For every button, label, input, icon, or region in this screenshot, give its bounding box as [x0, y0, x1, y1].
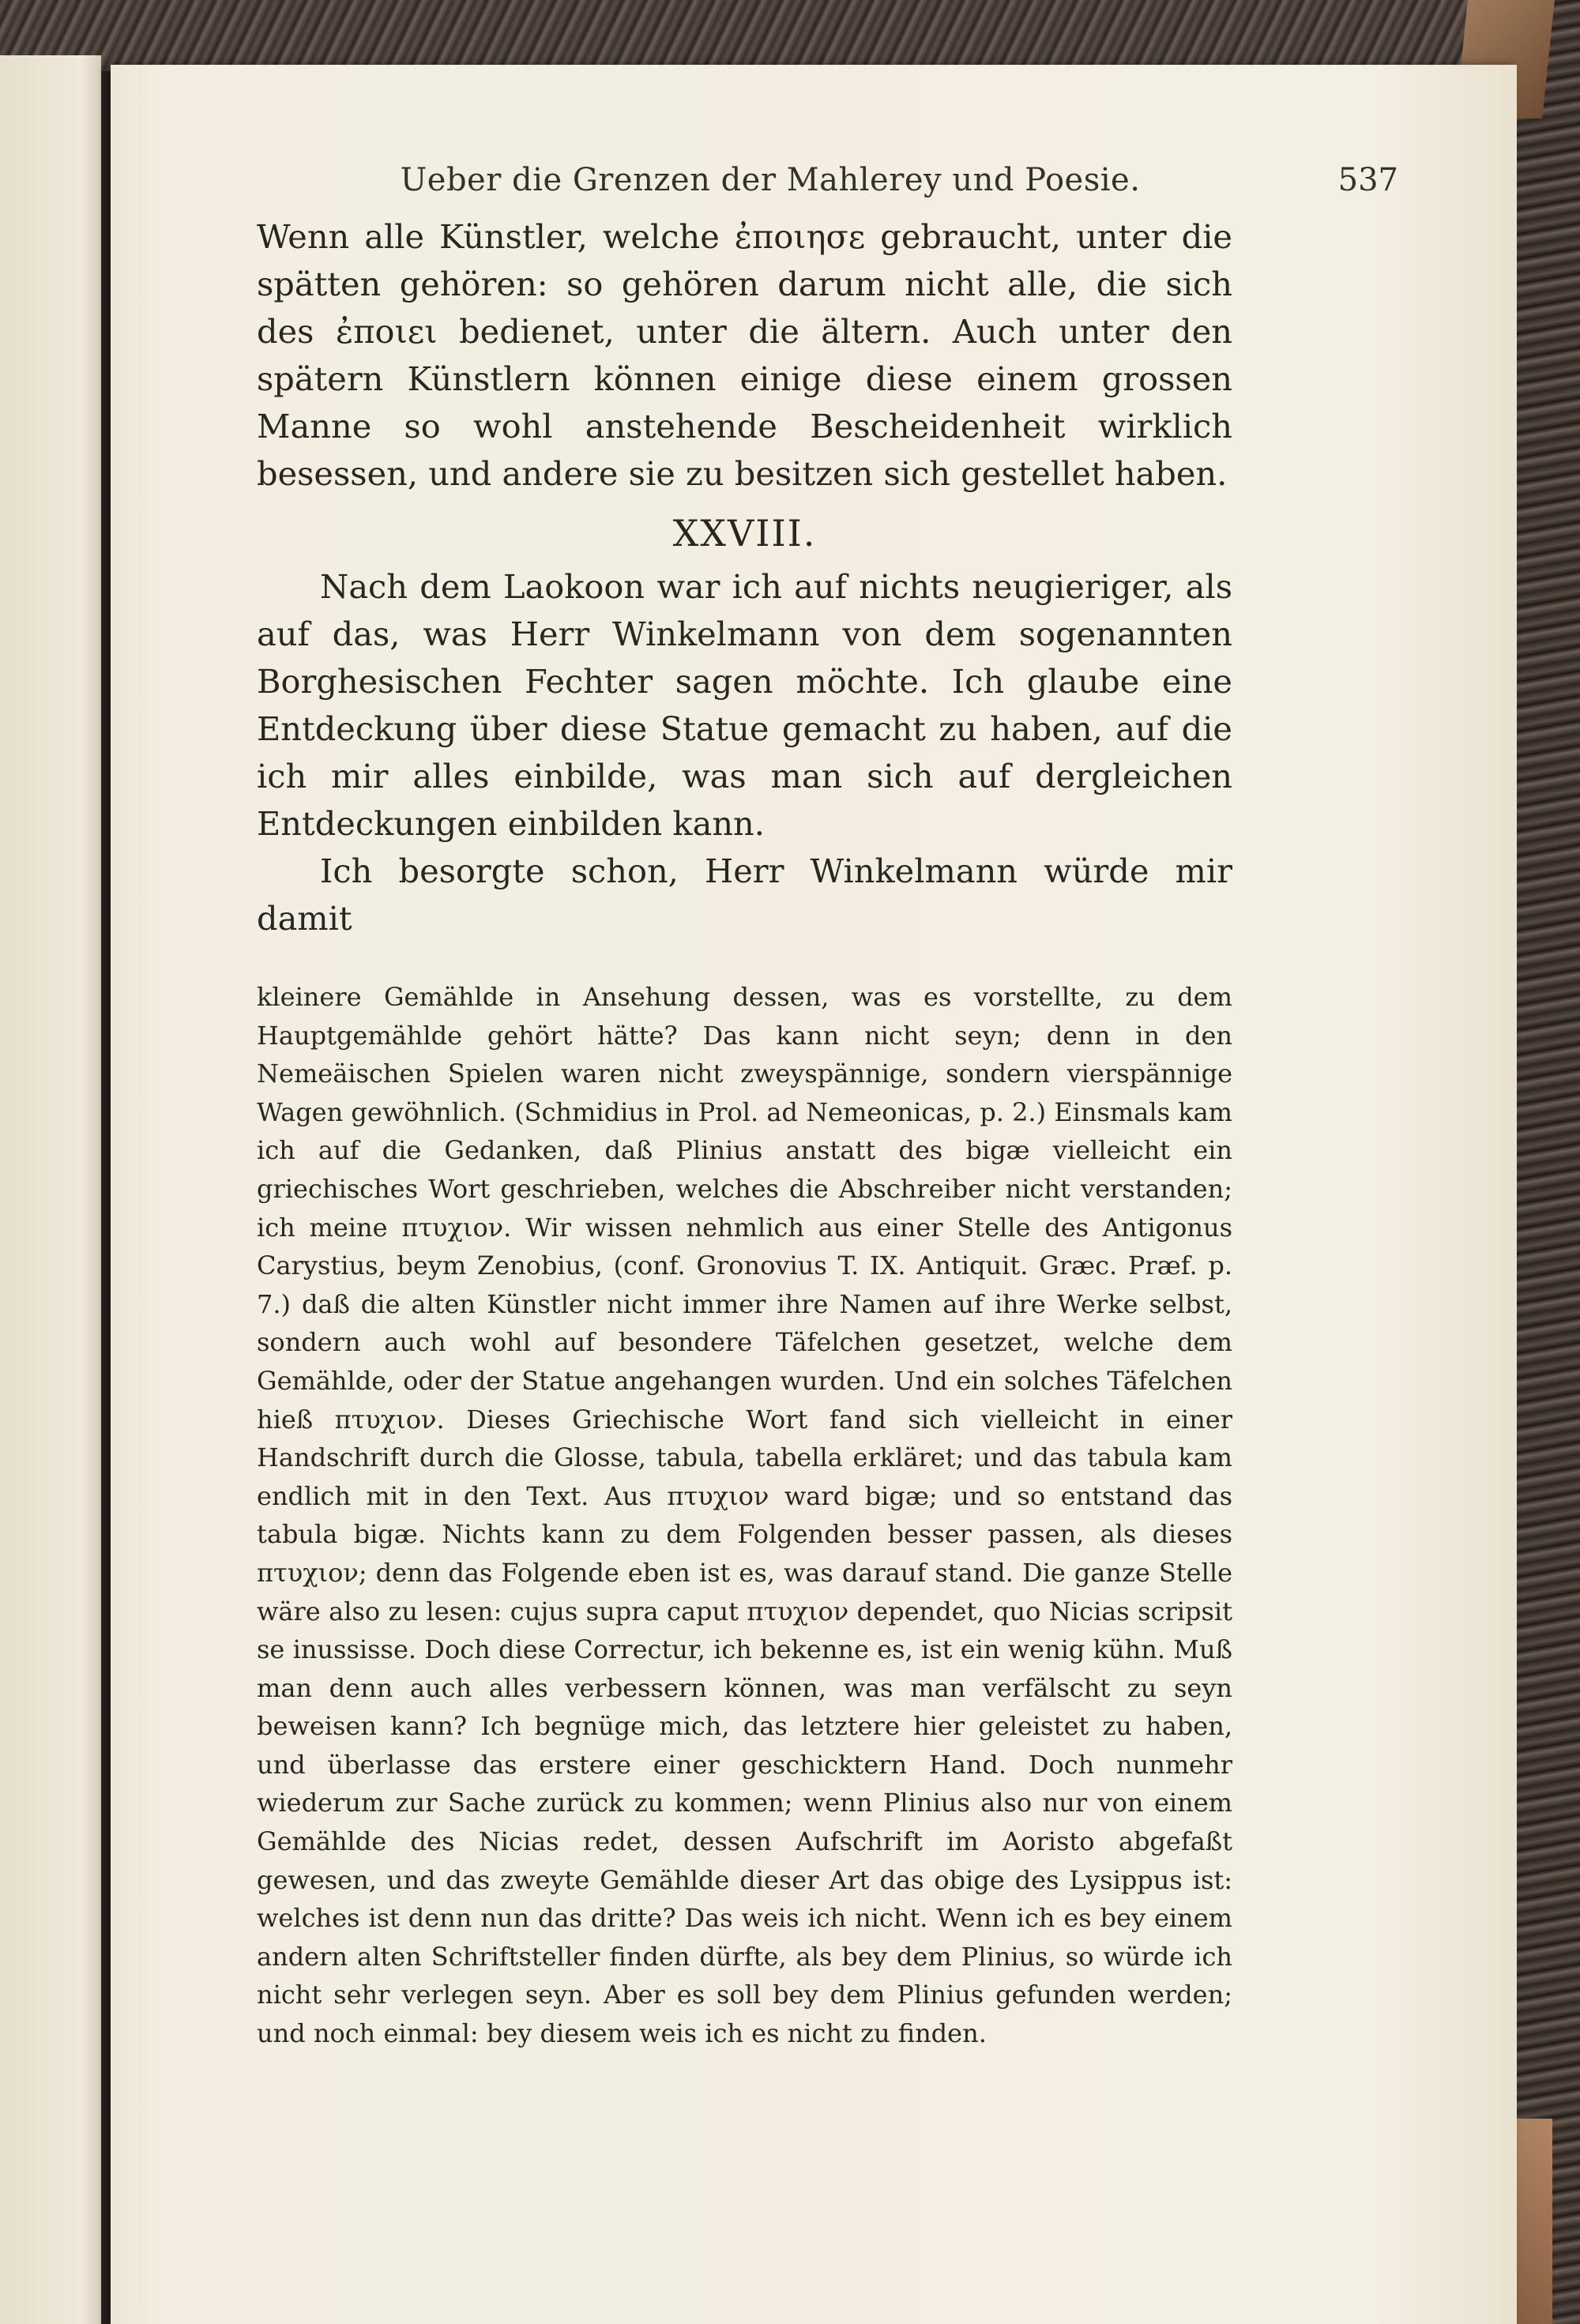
- main-text: [257, 213, 1232, 942]
- paragraph-2: Nach dem Laokoon war ich auf nichts neugieriger, als auf das, was Herr Winkelmann von dem sogenannten Borghesischen Fechter sagen möchte. Ich glaube eine Entdeckung über diese Statue gemacht zu haben, auf die ich mir alles einbilde, was man sich auf dergleichen Entdeckungen einbilden kann.: [257, 567, 1232, 843]
- paragraph-1: Wenn alle Künstler, welche ἐποιησε gebraucht, unter die spätten gehören: so gehören darum nicht alle, die sich des ἐποιει bedienet, unter die ältern. Auch unter den spätern Künstlern können einige diese einem grossen Manne so wohl anstehende Bescheidenheit wirklich besessen, und andere sie zu besitzen sich gestellet haben.: [257, 217, 1232, 493]
- running-head: Ueber die Grenzen der Mahlerey und Poesie.: [400, 162, 1141, 198]
- binding-marble-top: [0, 0, 1580, 71]
- left-page-edge: [0, 55, 101, 2324]
- page-number: 537: [1337, 162, 1398, 198]
- footnote: [257, 978, 1232, 2053]
- footnote-text: kleinere Gemählde in Ansehung dessen, was es vorstellte, zu dem Hauptgemählde gehört hätte? Das kann nicht seyn; denn in den Nemeäischen Spielen waren nicht zweyspännige, sondern vierspännige Wagen gewöhnlich. (Schmidius in Prol. ad Nemeonicas, p. 2.) Einsmals kam ich auf die Gedanken, daß Plinius anstatt des bigæ vielleicht ein griechisches Wort geschrieben, welches die Abschreiber nicht verstanden; ich meine πτυχιον. Wir wissen nehmlich aus einer Stelle des Antigonus Carystius, beym Zenobius, (conf. Gronovius T. IX. Antiquit. Græc. Præf. p. 7.) daß die alten Künstler nicht immer ihre Namen auf ihre Werke selbst, sondern auch wohl auf besondere Täfelchen gesetzet, welche dem Gemählde, oder der Statue angehangen wurden. Und ein solches Täfelchen hieß πτυχιον. Dieses Griechische Wort fand sich vielleicht in einer Handschrift durch die Glosse, tabula, tabella erkläret; und das tabula kam endlich mit in den Text. Aus πτυχιον ward bigæ; und so entstand das tabula bigæ. Nichts kann zu dem Folgenden besser passen, als dieses πτυχιον; denn das Folgende eben ist es, was darauf stand. Die ganze Stelle wäre also zu lesen: cujus supra caput πτυχιον dependet, quo Nicias scripsit se inussisse. Doch diese Correctur, ich bekenne es, ist ein wenig kühn. Muß man denn auch alles verbessern können, was man verfälscht zu seyn beweisen kann? Ich begnüge mich, das letztere hier geleistet zu haben, und überlasse das erstere einer geschicktern Hand. Doch nunmehr wiederum zur Sache zurück zu kommen; wenn Plinius also nur von einem Gemählde des Nicias redet, dessen Aufschrift im Aoristo abgefaßt gewesen, und das zweyte Gemählde dieser Art das obige des Lysippus ist: welches ist denn nun das dritte? Das weis ich nicht. Wenn ich es bey einem andern alten Schriftsteller finden dürfte, als bey dem Plinius, so würde ich nicht sehr verlegen seyn. Aber es soll bey dem Plinius gefunden werden; und noch einmal: bey diesem weis ich es nicht zu finden.: [257, 982, 1232, 2049]
- section-heading: XXVIII.: [672, 512, 817, 555]
- paragraph-3: Ich besorgte schon, Herr Winkelmann würde mir damit: [257, 852, 1232, 938]
